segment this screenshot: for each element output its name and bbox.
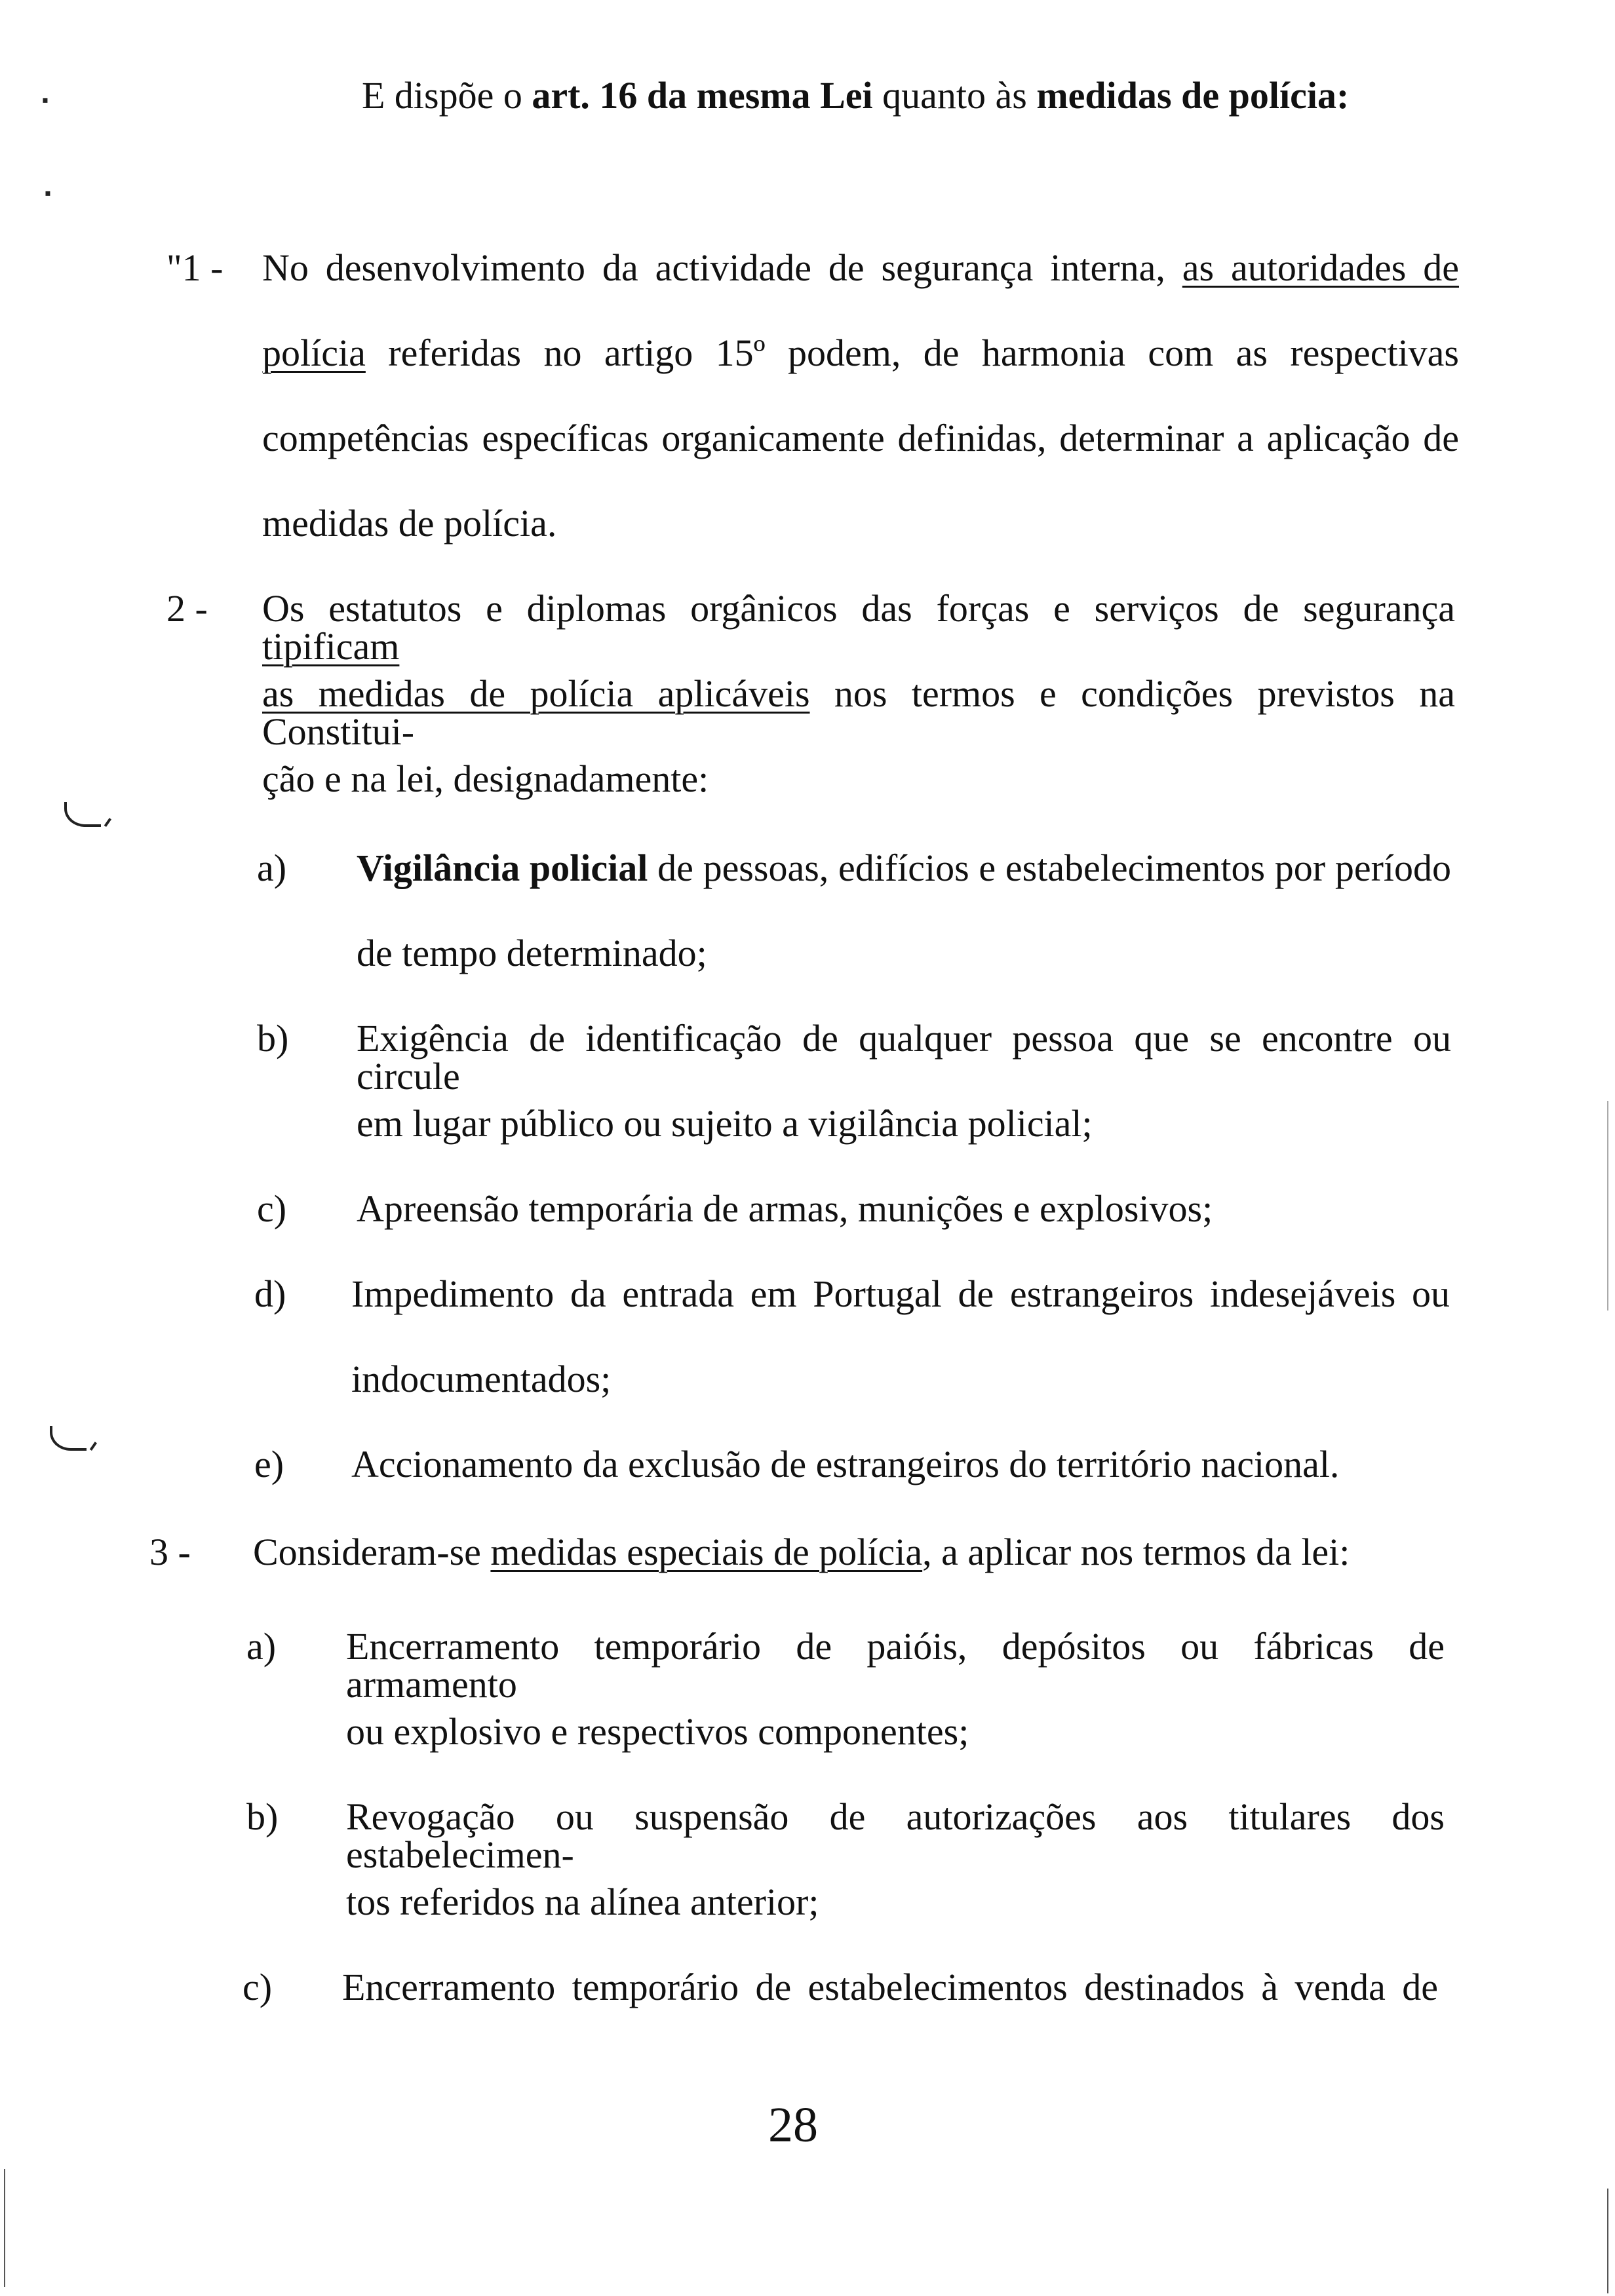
scan-edge-line xyxy=(1607,2189,1608,2293)
page-number: 28 xyxy=(768,2097,818,2152)
subitem-label: a) xyxy=(246,1625,277,1668)
paragraph-line: ção e na lei, designadamente: xyxy=(262,757,709,800)
paragraph-line xyxy=(262,672,1455,753)
paragraph-line: ou explosivo e respectivos componentes; xyxy=(346,1710,969,1753)
subitem-label: c) xyxy=(243,1966,273,2008)
paragraph-line: indocumentados; xyxy=(351,1358,612,1400)
margin-check-mark xyxy=(50,1426,87,1451)
intro-sentence xyxy=(362,74,1350,117)
paragraph-line xyxy=(262,334,1459,372)
paragraph-line: Revogação ou suspensão de autorizações aos titulares dos estabelecimen- xyxy=(346,1795,1445,1876)
paragraph-line: Encerramento temporário de estabelecimentos destinados à venda de xyxy=(342,1966,1438,2008)
paragraph-text: nos termos e condições previstos na Constitui- xyxy=(262,672,1455,753)
underlined-text: as autoridades de xyxy=(1182,246,1459,289)
margin-check-mark xyxy=(64,802,101,827)
scan-mark-dot: ▪ xyxy=(42,90,49,111)
paragraph-text: referidas no artigo 15º podem, de harmonia com as respectivas xyxy=(365,332,1459,374)
paragraph-line xyxy=(253,1533,1350,1571)
paragraph-line: tos referidos na alínea anterior; xyxy=(346,1881,819,1923)
subitem-label: b) xyxy=(257,1017,289,1060)
paragraph-text: No desenvolvimento da actividade de segurança interna, xyxy=(262,246,1182,289)
subitem-label: c) xyxy=(257,1187,287,1230)
subitem-label: b) xyxy=(246,1795,279,1838)
subitem-label: d) xyxy=(254,1272,286,1315)
paragraph-line xyxy=(262,246,1459,289)
paragraph-text: , a aplicar nos termos da lei: xyxy=(922,1531,1350,1573)
subitem-label: a) xyxy=(257,847,287,889)
paragraph-line: competências específicas organicamente definidas, determinar a aplicação de xyxy=(262,417,1459,459)
intro-topic: medidas de polícia: xyxy=(1036,74,1350,117)
paragraph-text: Consideram-se xyxy=(253,1531,491,1573)
paragraph-line: Exigência de identificação de qualquer pessoa que se encontre ou circule xyxy=(357,1017,1451,1098)
paragraph-line: medidas de polícia. xyxy=(262,502,557,545)
subitem-label: e) xyxy=(254,1443,284,1485)
bold-term: Vigilância policial xyxy=(357,847,648,889)
paragraph-line xyxy=(357,849,1451,887)
intro-article-ref: art. 16 da mesma Lei xyxy=(532,74,873,117)
paragraph-line: de tempo determinado; xyxy=(357,932,707,974)
paragraph-text: de pessoas, edifícios e estabelecimentos por período xyxy=(648,847,1451,889)
item-number: 2 - xyxy=(166,587,208,630)
item-number: 3 - xyxy=(149,1531,191,1573)
underlined-text: as medidas de polícia aplicáveis xyxy=(262,672,810,715)
intro-text: quanto às xyxy=(872,74,1037,117)
paragraph-text: Os estatutos e diplomas orgânicos das forças e serviços de segurança xyxy=(262,587,1455,630)
paragraph-line: Impedimento da entrada em Portugal de estrangeiros indesejáveis ou xyxy=(351,1272,1450,1315)
underlined-text: medidas especiais de polícia xyxy=(490,1531,923,1573)
scan-mark-dot: ▪ xyxy=(45,183,51,204)
item-number: "1 - xyxy=(166,246,224,289)
paragraph-line: Apreensão temporária de armas, munições e explosivos; xyxy=(357,1187,1213,1230)
underlined-text: tipificam xyxy=(262,625,400,668)
paragraph-line: Accionamento da exclusão de estrangeiros do território nacional. xyxy=(351,1443,1340,1485)
scan-edge-line xyxy=(4,2169,5,2287)
paragraph-line: em lugar público ou sujeito a vigilância policial; xyxy=(357,1102,1093,1145)
underlined-text: polícia xyxy=(262,332,366,374)
paragraph-line: Encerramento temporário de paióis, depósitos ou fábricas de armamento xyxy=(346,1625,1445,1706)
scan-edge-line xyxy=(1607,1101,1608,1311)
intro-text: E dispõe o xyxy=(362,74,532,117)
paragraph-line xyxy=(262,587,1455,668)
